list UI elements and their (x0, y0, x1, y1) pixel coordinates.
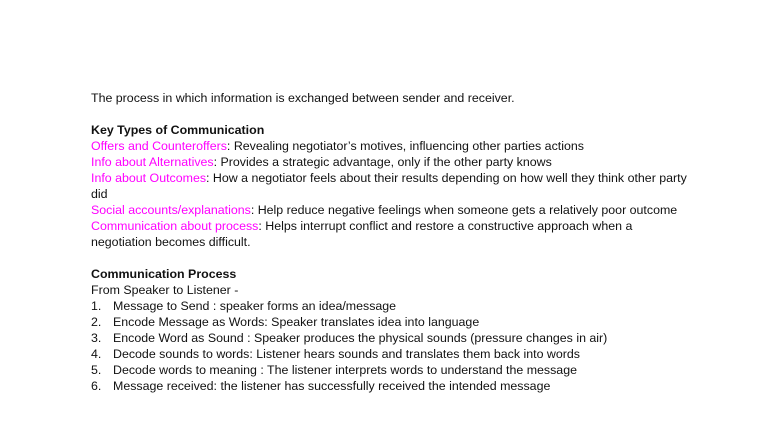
list-item (91, 298, 691, 314)
step-number: 5. (91, 363, 102, 377)
key-type-term: Info about Outcomes (91, 171, 207, 185)
step-text: Message received: the listener has successfully received the intended message (113, 379, 551, 393)
key-type-separator: : (206, 171, 213, 185)
key-type-term: Info about Alternatives (91, 155, 214, 169)
step-number: 4. (91, 347, 102, 361)
step-text: Decode words to meaning : The listener interprets words to understand the message (113, 363, 577, 377)
list-item (91, 330, 691, 346)
key-type-separator: : (250, 203, 258, 217)
spacer (91, 250, 691, 266)
step-number: 1. (91, 299, 102, 313)
step-text: Decode sounds to words: Listener hears sounds and translates them back into words (113, 347, 580, 361)
step-text: Encode Word as Sound : Speaker produces the physical sounds (pressure changes in air) (113, 331, 608, 345)
key-type-term: Offers and Counteroffers (91, 139, 227, 153)
step-number: 3. (91, 331, 102, 345)
key-type-description: How a negotiator feels about their results depending on how well they think other party did (91, 171, 687, 201)
list-item (91, 314, 691, 330)
key-types-heading: Key Types of Communication (91, 123, 265, 137)
key-type-item (91, 202, 691, 218)
spacer (91, 106, 691, 122)
list-item (91, 346, 691, 362)
key-type-term: Social accounts/explanations (91, 203, 251, 217)
key-type-term: Communication about process (91, 219, 259, 233)
key-type-item (91, 170, 691, 202)
step-number: 6. (91, 379, 102, 393)
step-text: Encode Message as Words: Speaker translates idea into language (113, 315, 480, 329)
key-type-item (91, 154, 691, 170)
key-type-description: Provides a strategic advantage, only if the other party knows (220, 155, 552, 169)
process-subheading: From Speaker to Listener - (91, 283, 239, 297)
key-type-item (91, 218, 691, 250)
process-steps-list (91, 298, 691, 394)
key-type-separator: : (213, 155, 221, 169)
key-type-description: Help reduce negative feelings when someone gets a relatively poor outcome (257, 203, 678, 217)
key-type-description: Helps interrupt conflict and restore a constructive approach when a negotiation becomes difficult. (91, 219, 633, 249)
process-heading: Communication Process (91, 267, 237, 281)
key-type-separator: : (226, 139, 234, 153)
step-text: Message to Send : speaker forms an idea/message (113, 299, 397, 313)
list-item (91, 362, 691, 378)
intro-text: The process in which information is exchanged between sender and receiver. (91, 91, 515, 105)
step-number: 2. (91, 315, 102, 329)
key-type-item (91, 138, 691, 154)
document-body (91, 90, 691, 394)
key-type-description: Revealing negotiator’s motives, influencing other parties actions (233, 139, 584, 153)
key-type-separator: : (258, 219, 266, 233)
list-item (91, 378, 691, 394)
